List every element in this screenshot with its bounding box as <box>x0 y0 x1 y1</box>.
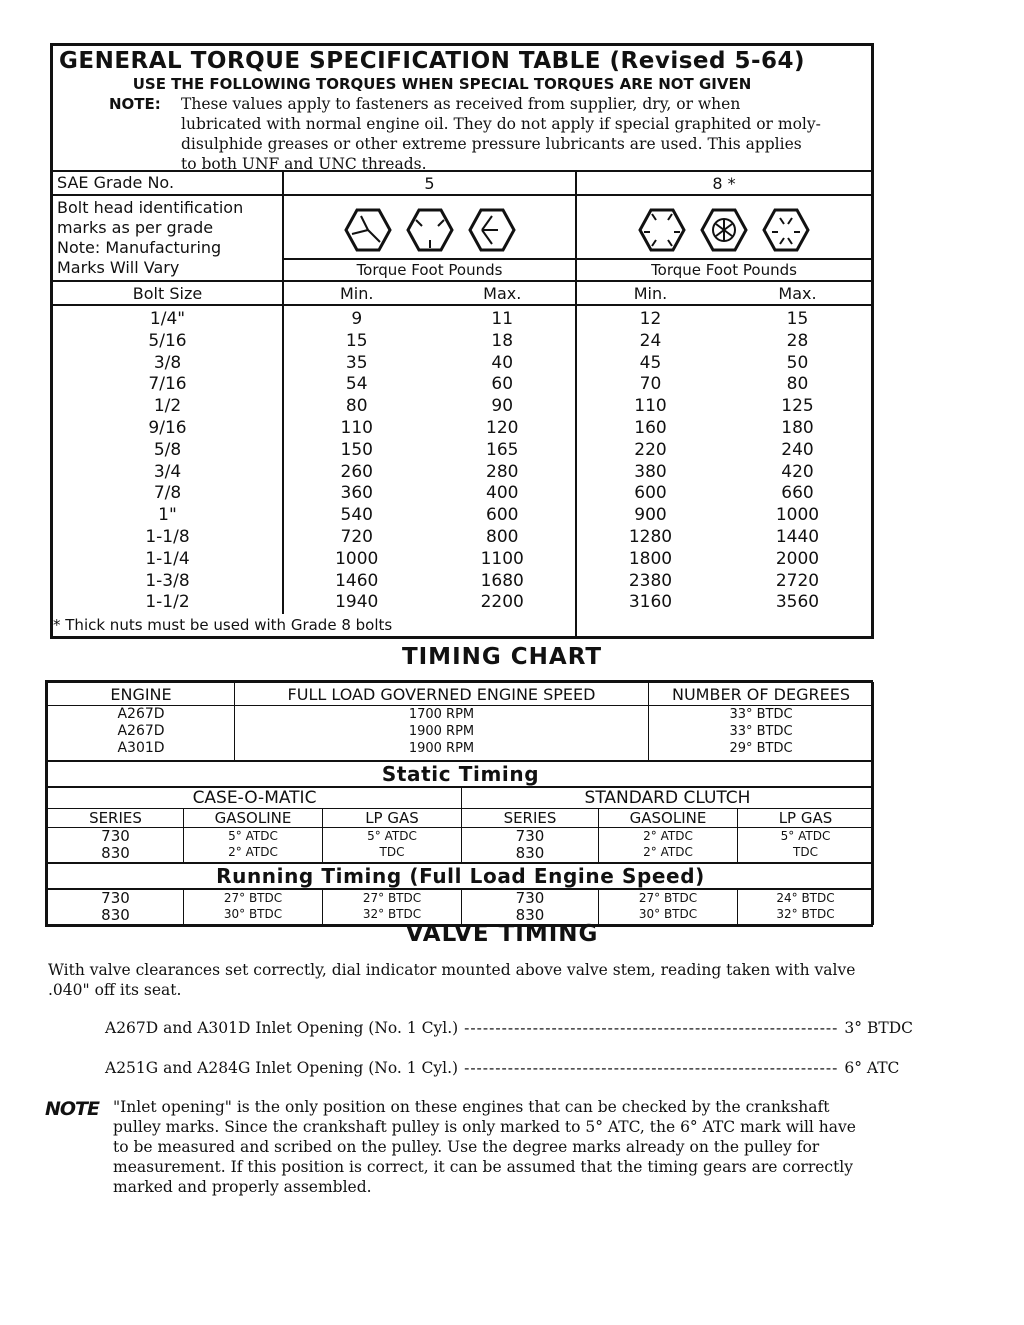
running-lp-cell <box>323 889 462 925</box>
engine-name: A301D <box>117 740 165 756</box>
cell-value: 830 <box>515 844 545 862</box>
torque-min: 220 <box>634 439 667 460</box>
cell-value: 730 <box>101 827 130 845</box>
torque-max: 50 <box>786 352 809 373</box>
torque-min: 900 <box>634 505 667 526</box>
torque-min: 720 <box>340 526 373 547</box>
torque-min: 80 <box>345 396 368 417</box>
grade8-hex-icon <box>638 208 686 252</box>
series-header: SERIES <box>48 809 184 828</box>
fuel-header-row <box>48 809 874 828</box>
torque-value-pair <box>577 462 871 484</box>
torque-header <box>53 46 871 172</box>
spec-leader: ------------------------------------------------------------ <box>464 1019 839 1037</box>
valve-note <box>45 1097 875 1197</box>
torque-value-pair <box>284 462 575 484</box>
engine-degrees: 33° BTDC <box>729 724 793 739</box>
running-timing-title: Running Timing (Full Load Engine Speed) <box>48 863 874 889</box>
grade8-units: Torque Foot Pounds <box>577 258 871 280</box>
grade8-values-column <box>576 305 871 636</box>
torque-min: 2380 <box>628 570 673 591</box>
static-title-row <box>48 762 874 788</box>
ident-label <box>53 195 283 281</box>
engine-degrees: 33° BTDC <box>729 707 793 722</box>
torque-value-pair <box>577 418 871 440</box>
torque-value-pair <box>577 331 871 353</box>
torque-min: 70 <box>639 374 662 395</box>
static-timing-title: Static Timing <box>48 762 874 788</box>
torque-spec-table <box>50 43 874 639</box>
torque-value-pair <box>284 549 575 571</box>
torque-value-pair <box>577 592 871 614</box>
torque-min: 1280 <box>628 526 673 547</box>
grade5-marks <box>283 195 576 281</box>
torque-value-pair <box>284 309 575 331</box>
torque-max: 80 <box>786 374 809 395</box>
torque-value-pair <box>284 440 575 462</box>
engine-name: A267D <box>117 706 165 722</box>
ident-label-line: Marks Will Vary <box>57 258 180 277</box>
cell-value: TDC <box>379 845 405 859</box>
bolt-size: 5/16 <box>148 330 187 351</box>
running-title-row <box>48 863 874 889</box>
torque-max: 2200 <box>480 592 524 613</box>
spec-value: 3° BTDC <box>844 1019 913 1037</box>
torque-min: 540 <box>340 505 373 526</box>
cell-value: 5° ATDC <box>228 829 278 843</box>
torque-max: 11 <box>491 309 514 329</box>
torque-value-pair <box>284 483 575 505</box>
running-lp-cell <box>738 889 874 925</box>
torque-value-pair <box>284 353 575 375</box>
engine-header-row <box>48 683 874 706</box>
torque-min: 380 <box>634 461 667 482</box>
torque-min: 260 <box>340 461 373 482</box>
spec-label: A267D and A301D Inlet Opening (No. 1 Cyl.) <box>105 1019 459 1037</box>
torque-min: 150 <box>340 439 373 460</box>
torque-max: 800 <box>486 526 519 547</box>
note-badge: NOTE <box>45 1098 99 1120</box>
engine-speed-table <box>47 682 874 761</box>
torque-max: 3560 <box>775 592 820 613</box>
torque-value-pair <box>577 527 871 549</box>
degrees-column <box>649 706 874 761</box>
torque-min: 110 <box>340 417 373 438</box>
running-values-row <box>48 889 874 925</box>
bolt-size: 1" <box>158 505 177 526</box>
ident-label-line: marks as per grade <box>57 218 214 237</box>
sae-grade-label: SAE Grade No. <box>53 172 283 195</box>
torque-max: 60 <box>491 374 514 395</box>
torque-max: 40 <box>491 352 514 373</box>
torque-max: 2000 <box>775 548 820 569</box>
cell-value: 30° BTDC <box>638 907 698 921</box>
torque-grid <box>53 172 871 636</box>
torque-value-pair <box>284 527 575 549</box>
torque-max: 600 <box>486 505 519 526</box>
torque-max: 180 <box>781 417 814 438</box>
spec-value: 6° ATC <box>844 1059 900 1077</box>
speed-header: FULL LOAD GOVERNED ENGINE SPEED <box>235 683 649 706</box>
bolt-size: 9/16 <box>148 417 187 438</box>
engine-header: ENGINE <box>48 683 235 706</box>
torque-max: 120 <box>486 417 519 438</box>
timing-chart-title: TIMING CHART <box>401 644 603 670</box>
torque-min: 9 <box>351 309 363 329</box>
running-series-cell <box>462 889 599 925</box>
torque-min: 1000 <box>335 548 379 569</box>
static-series-cell <box>462 828 599 864</box>
static-timing-table <box>47 761 874 925</box>
cell-value: 5° ATDC <box>780 829 831 843</box>
torque-max: 280 <box>486 461 519 482</box>
torque-max: 1680 <box>480 570 524 591</box>
torque-value-pair <box>577 549 871 571</box>
torque-max: 400 <box>486 483 519 504</box>
lpgas-header: LP GAS <box>323 809 462 828</box>
standard-clutch-header: STANDARD CLUTCH <box>462 787 874 809</box>
torque-value-pair <box>284 396 575 418</box>
bolt-size-column <box>53 305 283 614</box>
transmission-header-row <box>48 787 874 809</box>
torque-value-pair <box>577 353 871 375</box>
min-header: Min. <box>340 283 374 303</box>
torque-value-pair <box>577 374 871 396</box>
torque-footnote: * Thick nuts must be used with Grade 8 bolts <box>53 616 393 635</box>
torque-note <box>109 94 865 174</box>
valve-timing-title: VALVE TIMING <box>405 921 599 947</box>
note-text: These values apply to fasteners as received from supplier, dry, or when lubricated with normal engine oil. They do not apply if special graphited or moly-disulphide greases or other extreme pressure lubricants are used. This applies to both UNF and UNC threads. <box>181 95 821 173</box>
torque-value-pair <box>577 440 871 462</box>
grade5-minmax-header <box>283 281 576 305</box>
torque-value-pair <box>284 571 575 593</box>
grade8-hex-icon <box>700 208 748 252</box>
torque-data-row <box>53 305 871 614</box>
min-max-header-row <box>53 281 871 305</box>
torque-value-pair <box>577 309 871 331</box>
engine-data-row <box>48 706 874 761</box>
degrees-header: NUMBER OF DEGREES <box>649 683 874 706</box>
identification-row <box>53 195 871 281</box>
torque-value-pair <box>577 396 871 418</box>
series-header: SERIES <box>462 809 599 828</box>
cell-value: 32° BTDC <box>776 907 835 921</box>
torque-min: 3160 <box>628 592 673 613</box>
torque-min: 54 <box>345 374 368 395</box>
static-series-cell <box>48 828 184 864</box>
cell-value: 730 <box>515 889 545 907</box>
grade5-units: Torque Foot Pounds <box>284 258 575 280</box>
bolt-size: 5/8 <box>153 439 182 460</box>
cell-value: 30° BTDC <box>223 907 283 921</box>
cell-value: 5° ATDC <box>367 829 417 843</box>
torque-min: 1940 <box>335 592 379 613</box>
cell-value: 32° BTDC <box>362 907 422 921</box>
torque-min: 35 <box>345 352 368 373</box>
valve-note-text: "Inlet opening" is the only position on these engines that can be checked by the crankshaft pulley marks. Since the crankshaft pulley is only marked to 5° ATC, the 6° ATC mark will have to be measured and scribed on the pulley. Use the degree marks already on the pulley for measurement. If this position is correct, it can be assumed that the timing gears are correctly marked and properly assembled. <box>113 1098 856 1196</box>
torque-max: 240 <box>781 439 814 460</box>
torque-value-pair <box>577 483 871 505</box>
torque-min: 1460 <box>335 570 379 591</box>
torque-min: 360 <box>340 483 373 504</box>
bolt-size: 1/4" <box>149 309 186 329</box>
torque-max: 18 <box>491 330 514 351</box>
bolt-size: 3/4 <box>153 461 182 482</box>
caseomatic-header: CASE-O-MATIC <box>48 787 462 809</box>
torque-min: 15 <box>345 330 368 351</box>
ident-label-line: Bolt head identification <box>57 198 244 217</box>
engine-degrees: 29° BTDC <box>729 741 793 756</box>
static-gas-cell <box>599 828 738 864</box>
torque-min: 160 <box>634 417 667 438</box>
bolt-size: 1-3/8 <box>145 570 190 591</box>
bolt-size-header: Bolt Size <box>53 281 283 305</box>
cell-value: 2° ATDC <box>228 845 278 859</box>
torque-value-pair <box>284 374 575 396</box>
running-gas-cell <box>599 889 738 925</box>
bolt-size: 7/8 <box>153 483 182 504</box>
grade5-values-column <box>283 305 576 614</box>
min-header: Min. <box>633 283 668 303</box>
torque-max: 1000 <box>775 505 820 526</box>
torque-min: 24 <box>639 330 662 351</box>
cell-value: 2° ATDC <box>643 829 693 843</box>
engine-column <box>48 706 235 761</box>
cell-value: 27° BTDC <box>362 891 422 905</box>
torque-max: 28 <box>786 330 809 351</box>
spec-leader: ------------------------------------------------------------ <box>464 1059 839 1077</box>
torque-min: 1800 <box>628 548 673 569</box>
grade5-hex-icon <box>406 208 454 252</box>
max-header: Max. <box>778 283 817 303</box>
engine-name: A267D <box>117 723 165 739</box>
torque-value-pair <box>577 505 871 527</box>
cell-value: 27° BTDC <box>638 891 698 905</box>
cell-value: 830 <box>101 906 130 924</box>
torque-min: 110 <box>634 396 667 417</box>
grade8-marks <box>576 195 871 281</box>
cell-value: 830 <box>101 844 130 862</box>
grade5-hex-icon <box>344 208 392 252</box>
max-header: Max. <box>483 283 522 303</box>
grade-row <box>53 172 871 195</box>
torque-value-pair <box>284 331 575 353</box>
static-values-row <box>48 828 874 864</box>
cell-value: 730 <box>101 889 130 907</box>
spec-label: A251G and A284G Inlet Opening (No. 1 Cyl.) <box>105 1059 459 1077</box>
cell-value: 830 <box>515 906 545 924</box>
speed-column <box>235 706 649 761</box>
ident-label-line: Note: Manufacturing <box>57 238 222 257</box>
lpgas-header: LP GAS <box>738 809 874 828</box>
bolt-size: 7/16 <box>148 374 187 395</box>
engine-speed: 1900 RPM <box>408 741 475 756</box>
torque-max: 15 <box>786 309 809 329</box>
static-lp-cell <box>323 828 462 864</box>
gasoline-header: GASOLINE <box>599 809 738 828</box>
torque-subtitle: USE THE FOLLOWING TORQUES WHEN SPECIAL TORQUES ARE NOT GIVEN <box>132 75 752 93</box>
torque-max: 2720 <box>775 570 820 591</box>
torque-max: 420 <box>781 461 814 482</box>
bolt-size: 1-1/8 <box>145 526 190 547</box>
torque-min: 45 <box>639 352 662 373</box>
gasoline-header: GASOLINE <box>184 809 323 828</box>
grade5-hex-icon <box>468 208 516 252</box>
torque-value-pair <box>284 418 575 440</box>
grade8-hex-icon <box>762 208 810 252</box>
torque-value-pair <box>284 505 575 527</box>
torque-max: 165 <box>486 439 519 460</box>
cell-value: TDC <box>793 845 818 859</box>
grade8-minmax-header <box>576 281 871 305</box>
torque-max: 90 <box>491 396 514 417</box>
bolt-size: 1-1/2 <box>145 592 190 613</box>
torque-min: 12 <box>639 309 662 329</box>
note-label: NOTE: <box>109 95 161 113</box>
torque-value-pair <box>284 592 575 614</box>
static-gas-cell <box>184 828 323 864</box>
bolt-size: 1-1/4 <box>145 548 190 569</box>
bolt-size: 1/2 <box>153 396 182 417</box>
torque-max: 125 <box>781 396 814 417</box>
cell-value: 2° ATDC <box>643 845 693 859</box>
torque-max: 1100 <box>480 548 524 569</box>
cell-value: 24° BTDC <box>776 891 835 905</box>
timing-chart <box>45 680 873 927</box>
engine-speed: 1700 RPM <box>408 707 475 722</box>
torque-max: 1440 <box>775 526 820 547</box>
bolt-size: 3/8 <box>153 352 182 373</box>
grade-8: 8 * <box>576 172 871 195</box>
torque-title: GENERAL TORQUE SPECIFICATION TABLE (Revised 5-64) <box>59 48 806 74</box>
torque-value-pair <box>577 571 871 593</box>
static-lp-cell <box>738 828 874 864</box>
valve-spec-line <box>105 1058 900 1078</box>
valve-intro-text: With valve clearances set correctly, dial indicator mounted above valve stem, reading taken with valve .040" off its seat. <box>48 961 856 999</box>
torque-max: 660 <box>781 483 814 504</box>
cell-value: 27° BTDC <box>223 891 283 905</box>
running-gas-cell <box>184 889 323 925</box>
torque-min: 600 <box>634 483 667 504</box>
running-series-cell <box>48 889 184 925</box>
grade-5: 5 <box>283 172 576 195</box>
engine-speed: 1900 RPM <box>408 724 475 739</box>
cell-value: 730 <box>515 827 545 845</box>
valve-spec-line <box>105 1018 913 1038</box>
